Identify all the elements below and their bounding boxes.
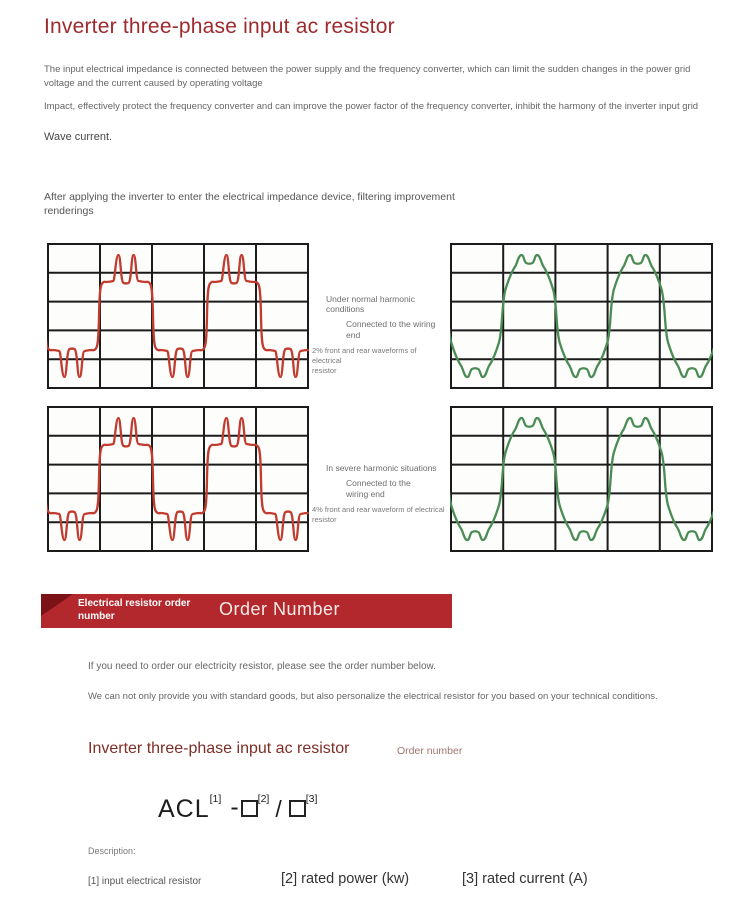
description-item-1: [1] input electrical resistor — [88, 876, 202, 887]
caption-condition: Under normal harmonic conditions — [326, 294, 415, 314]
formula-superscript-1: [1] — [209, 793, 222, 805]
caption-note — [312, 346, 446, 376]
order-banner — [41, 594, 452, 628]
intro-paragraph-2: Impact, effectively protect the frequency converter and can improve the power factor of the frequency converter, inhibit the harmony of the inverter input grid — [44, 101, 699, 112]
caption-note-line: 4% front and rear waveform of electrical — [312, 504, 445, 514]
formula-blank-box-3 — [289, 800, 306, 817]
description-item-2: [2] rated power (kw) — [281, 871, 410, 887]
formula-slash: / — [275, 796, 282, 822]
order-number-label: Order number — [397, 745, 463, 757]
waveform-chart-top-left — [47, 243, 309, 389]
formula-superscript-3: [3] — [305, 793, 318, 805]
waveform-chart-top-right — [450, 243, 713, 389]
caption-note-line: resistor — [312, 366, 337, 376]
banner-tab-label: Electrical resistor order number — [78, 598, 191, 622]
page-title: Inverter three-phase input ac resistor — [44, 15, 395, 38]
intro-paragraph-3: Wave current. — [44, 131, 113, 143]
waveform-caption-normal — [312, 294, 446, 376]
formula-prefix: ACL — [158, 795, 210, 823]
caption-connection-line: Connected to the wiring — [346, 319, 436, 329]
waveform-caption-severe — [312, 463, 446, 525]
caption-note — [312, 505, 446, 525]
description-label: Description: — [88, 846, 136, 856]
caption-connection-line: Connected to the — [346, 478, 411, 488]
formula-blank-box-2 — [241, 800, 258, 817]
banner-title: Order Number — [219, 599, 341, 619]
banner-fold-triangle — [41, 594, 73, 616]
filtering-note: After applying the inverter to enter the electrical impedance device, filtering improvement renderings — [44, 191, 455, 218]
order-note-1: If you need to order our electricity resistor, please see the order number below. — [88, 661, 436, 672]
formula-superscript-2: [2] — [257, 793, 270, 805]
caption-note-line: 2% front and rear waveforms of electrical — [312, 345, 417, 366]
caption-note-line: resistor — [312, 515, 337, 525]
order-number-formula — [158, 793, 318, 823]
waveform-chart-bottom-right — [450, 406, 713, 552]
product-subtitle: Inverter three-phase input ac resistor — [88, 740, 350, 757]
description-item-3: [3] rated current (A) — [462, 871, 588, 887]
caption-connection-line: end — [346, 330, 361, 341]
caption-condition: In severe harmonic situations — [326, 463, 437, 473]
waveform-chart-bottom-left — [47, 406, 309, 552]
intro-paragraph-1: The input electrical impedance is connected between the power supply and the frequency converter, which can limit the sudden changes in the power grid voltage and the current caused by operating voltage — [44, 64, 691, 90]
order-note-2: We can not only provide you with standard goods, but also personalize the electrical resistor for you based on your technical conditions. — [88, 691, 658, 702]
formula-dash: - — [230, 793, 239, 821]
caption-connection-line: wiring end — [346, 489, 385, 500]
